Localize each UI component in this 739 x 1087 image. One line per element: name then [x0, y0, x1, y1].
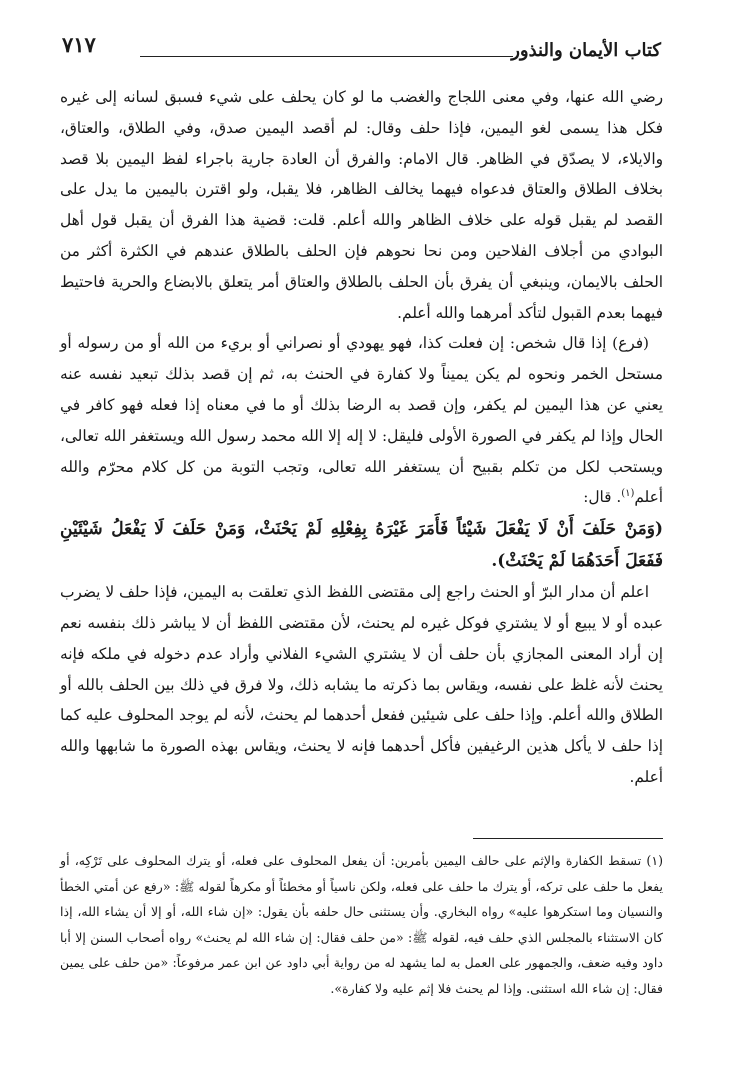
matn-quote: (وَمَنْ حَلَفَ أَنْ لَا يَفْعَلَ شَيْئاً فَأَمَرَ غَيْرَهُ بِفِعْلِهِ لَمْ يَحْنَثْ، وَمَنْ حَلَفَ لَا يَفْعَلُ شَيْئَيْنِ فَفَعَلَ أَحَدَهُمَا لَمْ يَحْنَثْ). — [60, 519, 663, 572]
main-text — [60, 82, 663, 793]
paragraph-1: رضي الله عنها، وفي معنى اللجاج والغضب ما لو كان يحلف على شيء فسبق لسانه إلى غيره فكل هذا يسمى لغو اليمين، فإذا حلف وقال: لم أقصد اليمين صدق، وفي الطلاق، والعتاق، والايلاء، لا يصدّق في الظاهر. قال الامام: والفرق أن العادة جارية باجراء لفظ اليمين بلا قصد بخلاف الطلاق والعتاق فدعواه فيهما يخالف الظاهر، فلا يقبل، ولو اقترن باليمين ما يدل على القصد لم يقبل قوله على خلاف الظاهر والله أعلم. قلت: قضية هذا الفرق أن يقبل قول أهل البوادي من أجلاف الفلاحين ومن نحا نحوهم فإن الحلف بالطلاق عندهم في الكثرة أكثر من الحلف بالايمان، وينبغي أن يفرق بأن الحلف بالطلاق والعتاق أمر يتعلق بالابضاع والحرية فاحتيط فيهما بعدم القبول لتأكد أمرهما والله أعلم. — [60, 88, 663, 322]
header-rule — [140, 56, 513, 57]
page-number: ٧١٧ — [62, 32, 96, 57]
running-title: كتاب الأيمان والنذور — [511, 40, 661, 61]
paragraph-2-text: (فرع) إذا قال شخص: إن فعلت كذا، فهو يهودي أو نصراني أو بريء من الله أو من رسوله أو مستحل الخمر ونحوه لم يكن يميناً ولا كفارة في الحنث به، ثم إن قصد بذلك تبعيد نفسه عنه يعني عن هذا اليمين لم يكفر، وإن قصد به الرضا بذلك أو ما في معناه إذا فعله فهو كافر في الحال وإذا لم يكفر في الصورة الأولى فليقل: لا إله إلا الله محمد رسول الله ويستغفر الله تعالى، ويستحب لكل من تكلم بقبيح أن يستغفر الله تعالى، وتجب التوبة من كل كلام محرّم والله أعلم — [60, 334, 663, 507]
footnotes — [60, 848, 663, 1002]
paragraph-2-tail: . قال: — [583, 488, 622, 507]
footnote-reference[interactable]: (١) — [621, 488, 635, 500]
footnote-rule — [473, 838, 663, 839]
paragraph-3 — [60, 577, 663, 793]
page-header — [62, 30, 661, 70]
footnote-1: (١) تسقط الكفارة والإثم على حالف اليمين بأمرين: أن يفعل المحلوف على فعله، أو يترك المحلوف على تَرْكِه، أو يفعل ما حلف على تركه، أو يترك ما حلف على فعله، ولكن ناسياً أو مخطئاً أو مكرهاً لقوله ﷺ: «رفع عن أمتي الخطأ والنسيان وما استكرهوا عليه» رواه البخاري. وأن يستثنى حال حلفه بأن يقول: «إن شاء الله، أو إلا أن يشاء الله، إذا كان الاستثناء بالمجلس الذي حلف فيه، لقوله ﷺ: «من حلف فقال: إن شاء الله لم يحنث» رواه أصحاب السنن إلا أبا داود وفيه ضعف، والجمهور على العمل به لما يشهد له من رواية أبي داود عن ابن عمر مرفوعاً: «من حلف على يمين فقال: إن شاء الله استثنى. وإذا لم يحنث فلا إثم عليه ولا كفارة». — [60, 853, 663, 996]
paragraph-3-text: اعلم أن مدار البرّ أو الحنث راجع إلى مقتضى اللفظ الذي تعلقت به اليمين، فإذا حلف لا يضرب عبده أو لا يبيع أو لا يشتري فوكل غيره لم يحنث، لأن مقتضى اللفظ أن لا يباشر ذلك بنفسه نعم إن أراد المعنى المجازي بأن حلف أن لا يشتري الشيء الفلاني وأراد عدم دخوله في ملكه فإنه يحنث لأنه غلظ على نفسه، ويقاس بما ذكرته ما يشابه ذلك، ولا فرق في ذلك بين الحلف بالله أو الطلاق والله أعلم. وإذا حلف على شيئين ففعل أحدهما لم يحنث، لأنه لم يوجد المحلوف عليه كما إذا حلف لا يأكل هذين الرغيفين فأكل أحدهما فإنه لا يحنث، ويقاس بهذه الصورة ما شابهها والله أعلم. — [60, 583, 663, 786]
paragraph-2 — [60, 328, 663, 513]
